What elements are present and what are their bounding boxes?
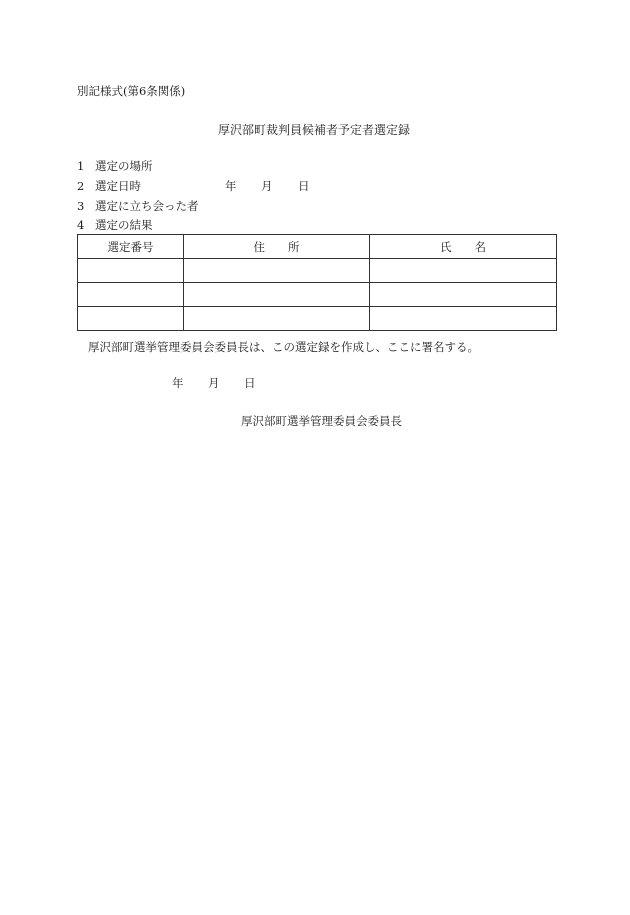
table-row	[78, 283, 557, 307]
document-title: 厚沢部町裁判員候補者予定者選定録	[218, 123, 411, 137]
cell-name	[370, 307, 557, 331]
header-name: 氏 名	[370, 235, 557, 259]
item-number: 1	[77, 159, 85, 173]
item-label: 選定日時	[95, 179, 141, 193]
form-label: 別記様式(第6条関係)	[77, 84, 186, 98]
table-row	[78, 307, 557, 331]
selection-result-table	[77, 234, 557, 331]
statement-text: 厚沢部町選挙管理委員会委員長は、この選定録を作成し、ここに署名する。	[88, 340, 479, 354]
cell-selection-number	[78, 259, 184, 283]
cell-name	[370, 259, 557, 283]
item-number: 4	[77, 218, 85, 232]
item-result	[77, 218, 153, 232]
item-label: 選定の結果	[95, 218, 153, 232]
item-label: 選定の場所	[95, 159, 153, 173]
day-unit: 日	[244, 376, 256, 390]
cell-name	[370, 283, 557, 307]
table-row	[78, 259, 557, 283]
item-number: 3	[77, 199, 85, 213]
month-unit: 月	[208, 376, 220, 390]
year-unit: 年	[172, 376, 184, 390]
month-unit: 月	[261, 179, 273, 193]
table-header-row	[78, 235, 557, 259]
cell-address	[184, 283, 370, 307]
item-number: 2	[77, 179, 85, 193]
cell-address	[184, 307, 370, 331]
item-location	[77, 159, 153, 173]
day-unit: 日	[298, 179, 310, 193]
header-address: 住 所	[184, 235, 370, 259]
cell-selection-number	[78, 307, 184, 331]
header-selection-number: 選定番号	[78, 235, 184, 259]
signer-title: 厚沢部町選挙管理委員会委員長	[241, 414, 402, 428]
item-witnesses	[77, 199, 199, 213]
year-unit: 年	[225, 179, 237, 193]
item-datetime	[77, 179, 337, 193]
cell-selection-number	[78, 283, 184, 307]
cell-address	[184, 259, 370, 283]
item-label: 選定に立ち会った者	[95, 199, 199, 213]
